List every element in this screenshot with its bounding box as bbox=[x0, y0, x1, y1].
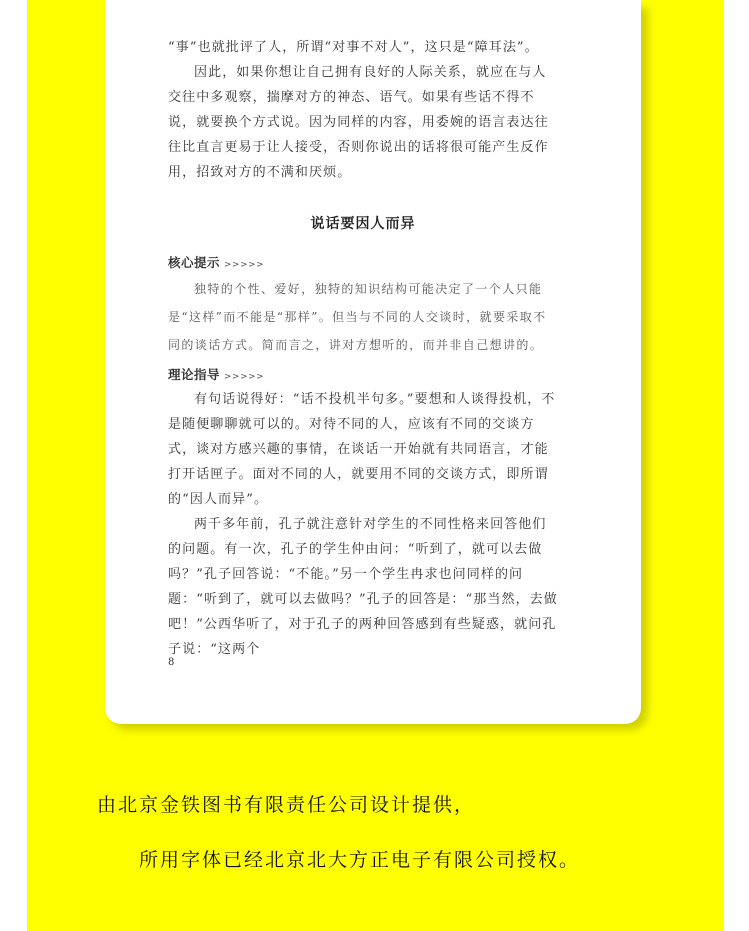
theory-paragraph-2: 两千多年前，孔子就注意针对学生的不同性格来回答他们的问题。有一次，孔子的学生仲由问：“听到了，就可以去做吗？”孔子回答说：“不能。”另一个学生冉求也问同样的问题：“听到了，就可以去做吗？”孔子的回答是：“那当然，去做吧！”公西华听了，对于孔子的两种回答感到有些疑惑，就问孔子说：“这两个 bbox=[168, 517, 558, 657]
section-title: 说话要因人而异 bbox=[310, 216, 416, 232]
theory-paragraph-1: 有句话说得好：“话不投机半句多。”要想和人谈得投机，不是随便聊聊就可以的。对待不同的人，应该有不同的交谈方式，谈对方感兴趣的事情，在谈话一开始就有共同语言，才能打开话匣子。面对不同的人，就要用不同的交谈方式，即所谓的“因人而异”。 bbox=[168, 392, 556, 507]
intro-paragraph-1: “事”也就批评了人，所谓“对事不对人”，这只是“障耳法”。 bbox=[168, 40, 539, 55]
core-tip-arrows: >>>>> bbox=[224, 260, 265, 270]
page-number: 8 bbox=[168, 657, 175, 668]
theory-heading-label: 理论指导 bbox=[168, 367, 221, 382]
core-tip-text: 独特的个性、爱好，独特的知识结构可能决定了一个人只能是“这样”而不能是“那样”。但当与不同的人交谈时，就要采取不同的谈话方式。简而言之，讲对方想听的，而并非自己想讲的。 bbox=[168, 282, 547, 352]
page-content bbox=[168, 35, 558, 662]
intro-paragraph-2: 因此，如果你想让自己拥有良好的人际关系，就应在与人交往中多观察，揣摩对方的神态、语气。如果有些话不得不说，就要换个方式说。因为同样的内容，用委婉的语言表达往往比直言更易于让人接受，否则你说出的话将很可能产生反作用，招致对方的不满和厌烦。 bbox=[168, 65, 549, 180]
credit-line-1: 由北京金铁图书有限责任公司设计提供， bbox=[97, 794, 476, 816]
theory-heading bbox=[168, 365, 558, 383]
credit-line-2: 所用字体已经北京北大方正电子有限公司授权。 bbox=[139, 849, 581, 871]
core-tip-heading-label: 核心提示 bbox=[168, 255, 221, 270]
core-tip-heading bbox=[168, 253, 558, 271]
book-page bbox=[105, 0, 641, 724]
theory-arrows: >>>>> bbox=[224, 372, 265, 382]
